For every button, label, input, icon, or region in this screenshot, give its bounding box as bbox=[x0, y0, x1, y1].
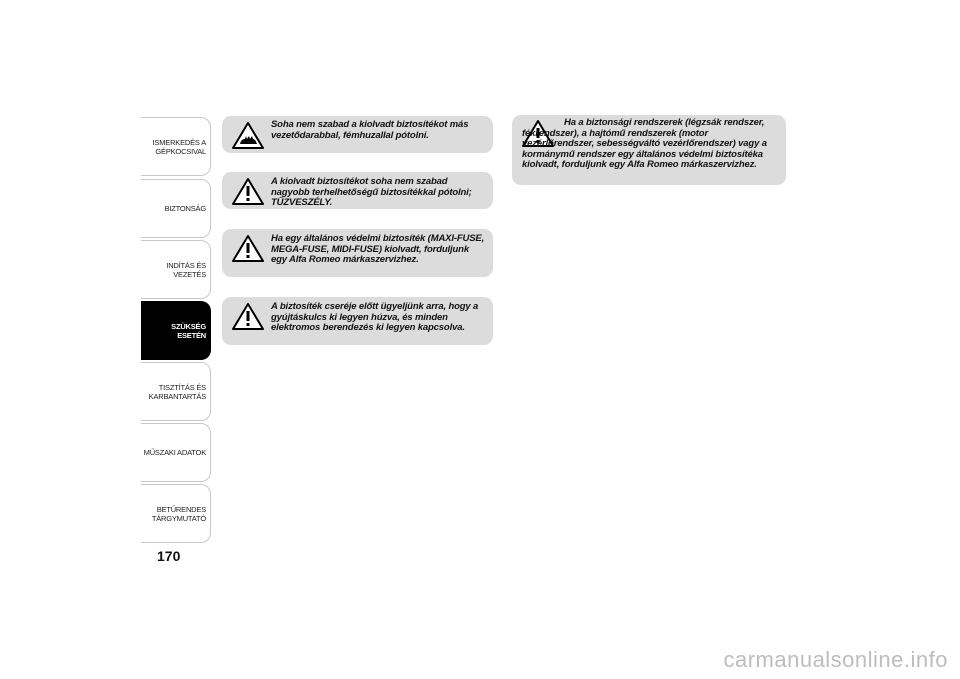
tab-tisztitas-es-karbantartas[interactable] bbox=[141, 362, 211, 421]
page-number: 170 bbox=[157, 548, 181, 564]
tab-label: TISZTÍTÁS ÉS KARBANTARTÁS bbox=[148, 382, 206, 401]
warning-text: Soha nem szabad a kiolvadt biztosítékot más vezetődarabbal, fémhuzallal pótolni. bbox=[271, 119, 469, 141]
tab-label: SZÜKSÉG ESETÉN bbox=[171, 321, 206, 340]
warning-box bbox=[512, 115, 786, 185]
warning-box bbox=[222, 116, 493, 153]
warning-triangle-icon bbox=[232, 234, 264, 262]
tab-label: ISMERKEDÉS A GÉPKOCSIVAL bbox=[152, 137, 206, 156]
warning-text: A kiolvadt biztosítékot soha nem szabad nagyobb terhelhetőségű biztosítékkal pótolni; TŰZVESZÉLY. bbox=[271, 176, 472, 208]
tab-beturendes-targymutato[interactable] bbox=[141, 484, 211, 543]
warning-triangle-icon bbox=[232, 302, 264, 330]
tab-label: BIZTONSÁG bbox=[164, 204, 206, 213]
tab-ismerkedes[interactable] bbox=[141, 117, 211, 176]
tab-muszaki-adatok[interactable] bbox=[141, 423, 211, 482]
tab-label: MŰSZAKI ADATOK bbox=[143, 448, 206, 457]
warning-triangle-icon bbox=[232, 177, 264, 205]
warning-box bbox=[222, 297, 493, 345]
warning-box bbox=[222, 229, 493, 277]
warning-text: Ha a biztonsági rendszerek (légzsák rendszer, fékrendszer), a hajtómű rendszerek (motor vezérlőrendszer, sebességváltó vezérlőrendszer) vagy a kormánymű rendszer egy általános védelmi biztosítéka kiolvadt, forduljunk egy Alfa Romeo márkaszervizhez. bbox=[522, 117, 767, 170]
tab-label: INDÍTÁS ÉS VEZETÉS bbox=[166, 260, 206, 279]
warning-text: Ha egy általános védelmi biztosíték (MAXI-FUSE, MEGA-FUSE, MIDI-FUSE) kiolvadt, forduljunk egy Alfa Romeo márkaszervizhez. bbox=[271, 233, 485, 265]
tab-inditas-es-vezetes[interactable] bbox=[141, 240, 211, 299]
tab-biztonsag[interactable] bbox=[141, 179, 211, 238]
watermark: carmanualsonline.info bbox=[723, 647, 948, 672]
tab-szukseg-eseten[interactable] bbox=[141, 301, 211, 360]
protective-gloves-icon bbox=[232, 121, 264, 149]
warning-text: A biztosíték cseréje előtt ügyeljünk arra, hogy a gyújtáskulcs ki legyen húzva, és minden elektromos berendezés ki legyen kapcsolva. bbox=[271, 301, 479, 333]
warning-box bbox=[222, 172, 493, 209]
tab-label: BETŰRENDES TÁRGYMUTATÓ bbox=[151, 504, 206, 523]
